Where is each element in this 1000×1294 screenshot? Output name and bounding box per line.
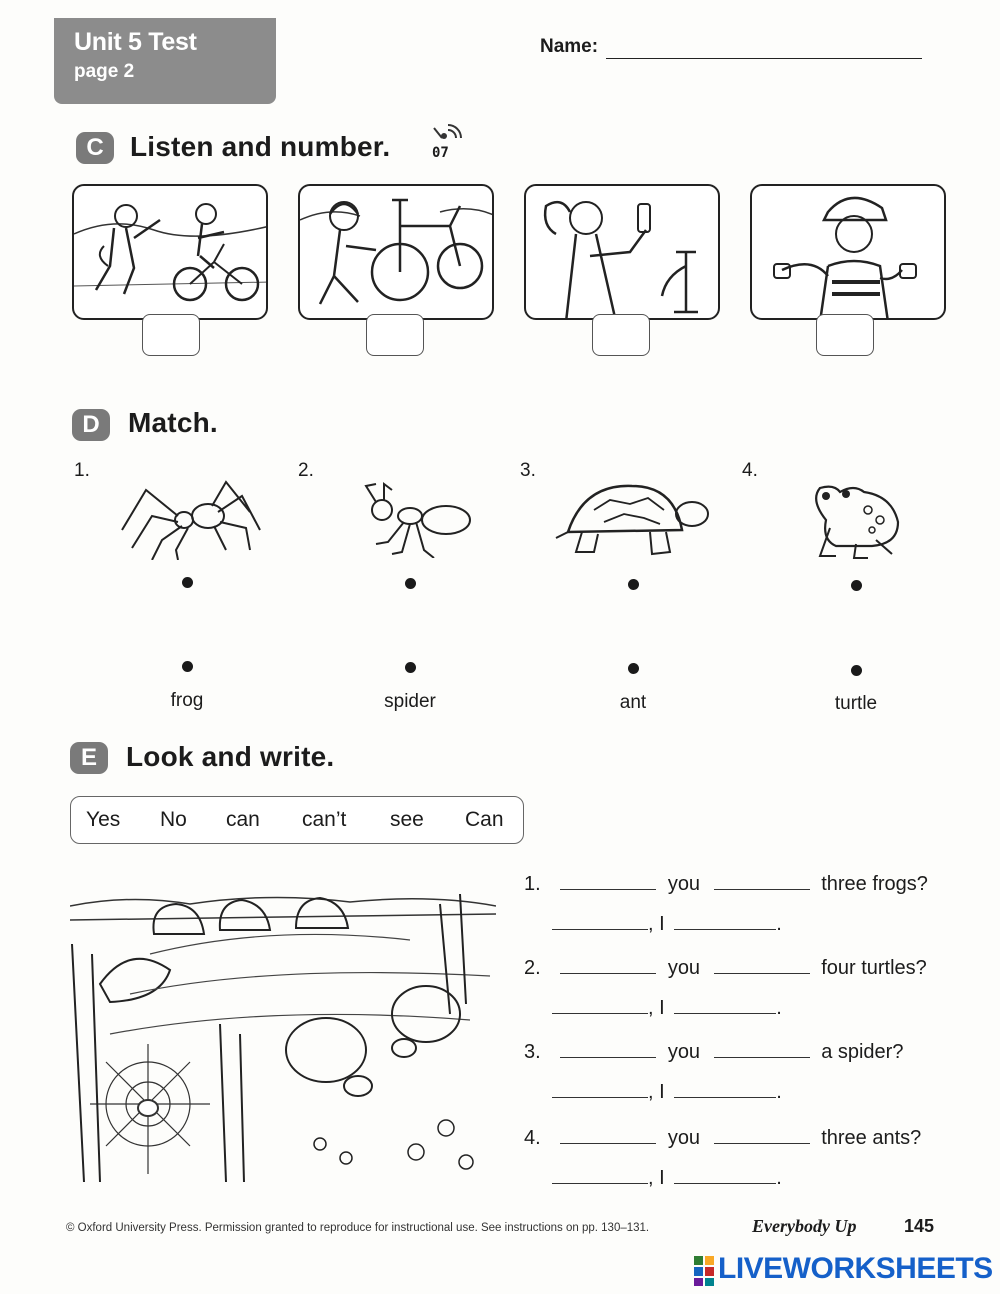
- question-2: [524, 956, 927, 980]
- blank-4c[interactable]: [552, 1166, 648, 1184]
- blank-3c[interactable]: [552, 1080, 648, 1098]
- question-end: three frogs?: [821, 873, 928, 895]
- match-number-3: 3.: [520, 460, 536, 481]
- turtles-group: [286, 986, 460, 1096]
- blank-2a[interactable]: [560, 956, 656, 974]
- blank-4b[interactable]: [714, 1126, 810, 1144]
- word-bank-word: can: [226, 808, 260, 831]
- blank-2c[interactable]: [552, 996, 648, 1014]
- boy-with-helmet-handlebars-illustration: [752, 186, 946, 320]
- word-bank-word: Can: [465, 808, 504, 831]
- blank-4a[interactable]: [560, 1126, 656, 1144]
- match-dot-top-1[interactable]: [182, 577, 193, 588]
- copyright-notice: © Oxford University Press. Permission granted to reproduce for instructional use. See instructions on pp. 130–131.: [66, 1222, 650, 1234]
- answer-1: [552, 912, 782, 936]
- woman-with-pump-illustration: [526, 186, 720, 320]
- match-word-1: frog: [170, 690, 204, 711]
- match-word-4: turtle: [834, 693, 878, 714]
- question-number: 1.: [524, 873, 541, 895]
- unit-header-tab: [54, 18, 276, 104]
- ant-illustration: [352, 482, 474, 558]
- liveworksheets-logo-icon: [692, 1252, 716, 1288]
- blank-3d[interactable]: [674, 1080, 776, 1098]
- unit-page: page 2: [74, 61, 135, 82]
- pond-scene-illustration: [70, 884, 496, 1182]
- picture-3: [524, 184, 720, 320]
- spider-illustration: [116, 476, 262, 560]
- word-bank-word: see: [390, 808, 424, 831]
- answer-end: .: [776, 1167, 782, 1189]
- section-c-badge: C: [76, 132, 114, 164]
- answer-end: .: [776, 1081, 782, 1103]
- answer-sep: , I: [648, 913, 665, 935]
- answer-2: [552, 996, 782, 1020]
- match-dot-top-3[interactable]: [628, 579, 639, 590]
- word-bank-word: No: [160, 808, 187, 831]
- answer-box-3[interactable]: [592, 314, 650, 356]
- question-word: you: [667, 873, 701, 895]
- picture-1: [72, 184, 268, 320]
- spider-web: [90, 1044, 210, 1174]
- match-dot-bottom-4[interactable]: [851, 665, 862, 676]
- answer-box-4[interactable]: [816, 314, 874, 356]
- word-bank-word: can’t: [302, 808, 347, 831]
- question-word: you: [667, 1127, 701, 1149]
- question-word: you: [667, 957, 701, 979]
- match-number-1: 1.: [74, 460, 90, 481]
- question-1: [524, 872, 928, 896]
- answer-sep: , I: [648, 997, 665, 1019]
- turtle-illustration: [554, 482, 710, 560]
- blank-4d[interactable]: [674, 1166, 776, 1184]
- track-number: 07: [432, 145, 449, 161]
- brand-name: Everybody Up: [752, 1216, 857, 1236]
- answer-sep: , I: [648, 1081, 665, 1103]
- blank-2d[interactable]: [674, 996, 776, 1014]
- match-dot-bottom-1[interactable]: [182, 661, 193, 672]
- answer-end: .: [776, 913, 782, 935]
- word-bank-word: Yes: [86, 808, 121, 831]
- page-number: 145: [904, 1216, 935, 1236]
- liveworksheets-watermark: LIVEWORKSHEETS: [718, 1252, 993, 1285]
- picture-2: [298, 184, 494, 320]
- flowers: [314, 1120, 473, 1169]
- child-fixing-bike-illustration: [300, 186, 494, 320]
- blank-1c[interactable]: [552, 912, 648, 930]
- question-end: a spider?: [821, 1041, 904, 1063]
- answer-3: [552, 1080, 782, 1104]
- blank-1b[interactable]: [714, 872, 810, 890]
- question-number: 3.: [524, 1041, 541, 1063]
- answer-box-2[interactable]: [366, 314, 424, 356]
- blank-3a[interactable]: [560, 1040, 656, 1058]
- word-bank: [70, 796, 524, 844]
- section-c-title: Listen and number.: [130, 131, 391, 162]
- match-number-4: 4.: [742, 460, 758, 481]
- match-dot-bottom-3[interactable]: [628, 663, 639, 674]
- blank-1a[interactable]: [560, 872, 656, 890]
- section-e-badge: E: [70, 742, 108, 774]
- match-word-3: ant: [619, 692, 647, 713]
- section-e-title: Look and write.: [126, 741, 335, 772]
- picture-4: [750, 184, 946, 320]
- match-dot-bottom-2[interactable]: [405, 662, 416, 673]
- name-input-line[interactable]: [606, 57, 922, 59]
- blank-3b[interactable]: [714, 1040, 810, 1058]
- answer-end: .: [776, 997, 782, 1019]
- question-4: [524, 1126, 921, 1150]
- question-end: three ants?: [821, 1127, 922, 1149]
- answer-sep: , I: [648, 1167, 665, 1189]
- question-word: you: [667, 1041, 701, 1063]
- unit-title: Unit 5 Test: [74, 28, 197, 56]
- match-word-2: spider: [384, 691, 436, 712]
- girl-waving-boy-on-bike-illustration: [74, 186, 268, 320]
- match-dot-top-2[interactable]: [405, 578, 416, 589]
- answer-4: [552, 1166, 782, 1190]
- section-d-title: Match.: [128, 407, 218, 438]
- question-end: four turtles?: [821, 957, 927, 979]
- question-3: [524, 1040, 903, 1064]
- match-number-2: 2.: [298, 460, 314, 481]
- frog-illustration: [806, 480, 902, 560]
- name-label: Name:: [540, 36, 599, 57]
- question-number: 4.: [524, 1127, 541, 1149]
- blank-1d[interactable]: [674, 912, 776, 930]
- blank-2b[interactable]: [714, 956, 810, 974]
- section-d-badge: D: [72, 409, 110, 441]
- question-number: 2.: [524, 957, 541, 979]
- match-dot-top-4[interactable]: [851, 580, 862, 591]
- answer-box-1[interactable]: [142, 314, 200, 356]
